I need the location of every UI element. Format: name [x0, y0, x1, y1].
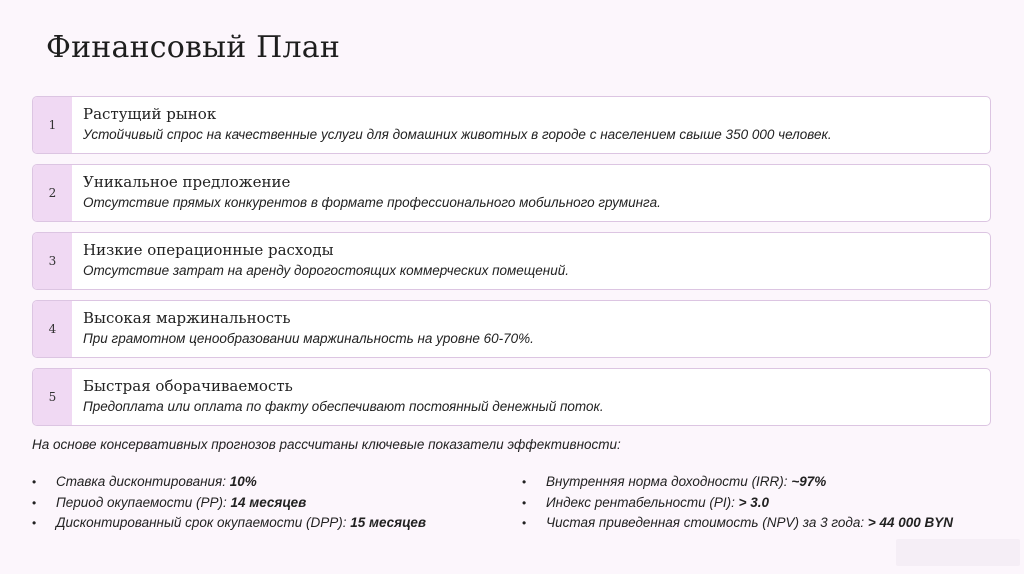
metric-label: Чистая приведенная стоимость (NPV) за 3 года:: [546, 515, 868, 530]
page-title: Финансовый План: [46, 30, 341, 65]
metrics-intro: На основе консервативных прогнозов рассчитаны ключевые показатели эффективности:: [32, 437, 621, 452]
bullet-icon: •: [522, 495, 527, 510]
metric-item: [522, 493, 953, 514]
corner-placeholder: [896, 539, 1020, 566]
bullet-icon: •: [32, 516, 37, 530]
item-title: Быстрая оборачиваемость: [83, 377, 293, 395]
metric-value: > 44 000 BYN: [867, 515, 954, 530]
metric-value: 14 месяцев: [230, 494, 307, 510]
metric-label: Внутренняя норма доходности (IRR):: [546, 474, 792, 489]
advantages-list: [32, 96, 991, 436]
metric-item: [522, 472, 953, 493]
metric-item: [32, 493, 426, 514]
advantage-card: [32, 96, 991, 154]
metrics-list-left: [32, 472, 426, 534]
metric-item: [32, 513, 426, 534]
item-number: 3: [33, 233, 72, 289]
advantage-card: [32, 300, 991, 358]
metric-value: ~97%: [791, 474, 827, 489]
advantage-card: [32, 164, 991, 222]
metric-value: 15 месяцев: [350, 515, 427, 530]
item-number: 1: [33, 97, 72, 153]
item-number: 2: [33, 165, 72, 221]
metric-label: Ставка дисконтирования:: [56, 474, 230, 489]
bullet-icon: •: [522, 516, 527, 530]
item-description: Отсутствие затрат на аренду дорогостоящих коммерческих помещений.: [83, 263, 569, 278]
item-description: При грамотном ценообразовании маржинальность на уровне 60-70%.: [83, 331, 534, 346]
metrics-list-right: [522, 472, 953, 534]
item-number: 4: [33, 301, 72, 357]
advantage-card: [32, 368, 991, 426]
bullet-icon: •: [522, 475, 527, 489]
metric-label: Дисконтированный срок окупаемости (DPP):: [56, 515, 351, 530]
bullet-icon: •: [32, 475, 37, 489]
metric-label: Индекс рентабельности (PI):: [546, 494, 739, 510]
metric-item: [522, 513, 953, 534]
metric-value: > 3.0: [738, 494, 770, 510]
metric-label: Период окупаемости (PP):: [56, 494, 231, 510]
bullet-icon: •: [32, 495, 37, 510]
metric-item: [32, 472, 426, 493]
item-title: Растущий рынок: [83, 105, 217, 123]
item-title: Уникальное предложение: [83, 173, 291, 191]
advantage-card: [32, 232, 991, 290]
metric-value: 10%: [229, 474, 257, 489]
item-description: Отсутствие прямых конкурентов в формате профессионального мобильного груминга.: [83, 195, 661, 210]
item-number: 5: [33, 369, 72, 425]
item-title: Низкие операционные расходы: [83, 241, 334, 259]
item-title: Высокая маржинальность: [83, 309, 291, 327]
item-description: Устойчивый спрос на качественные услуги для домашних животных в городе с населением свыше 350 000 человек.: [83, 127, 832, 142]
item-description: Предоплата или оплата по факту обеспечивают постоянный денежный поток.: [83, 399, 604, 414]
